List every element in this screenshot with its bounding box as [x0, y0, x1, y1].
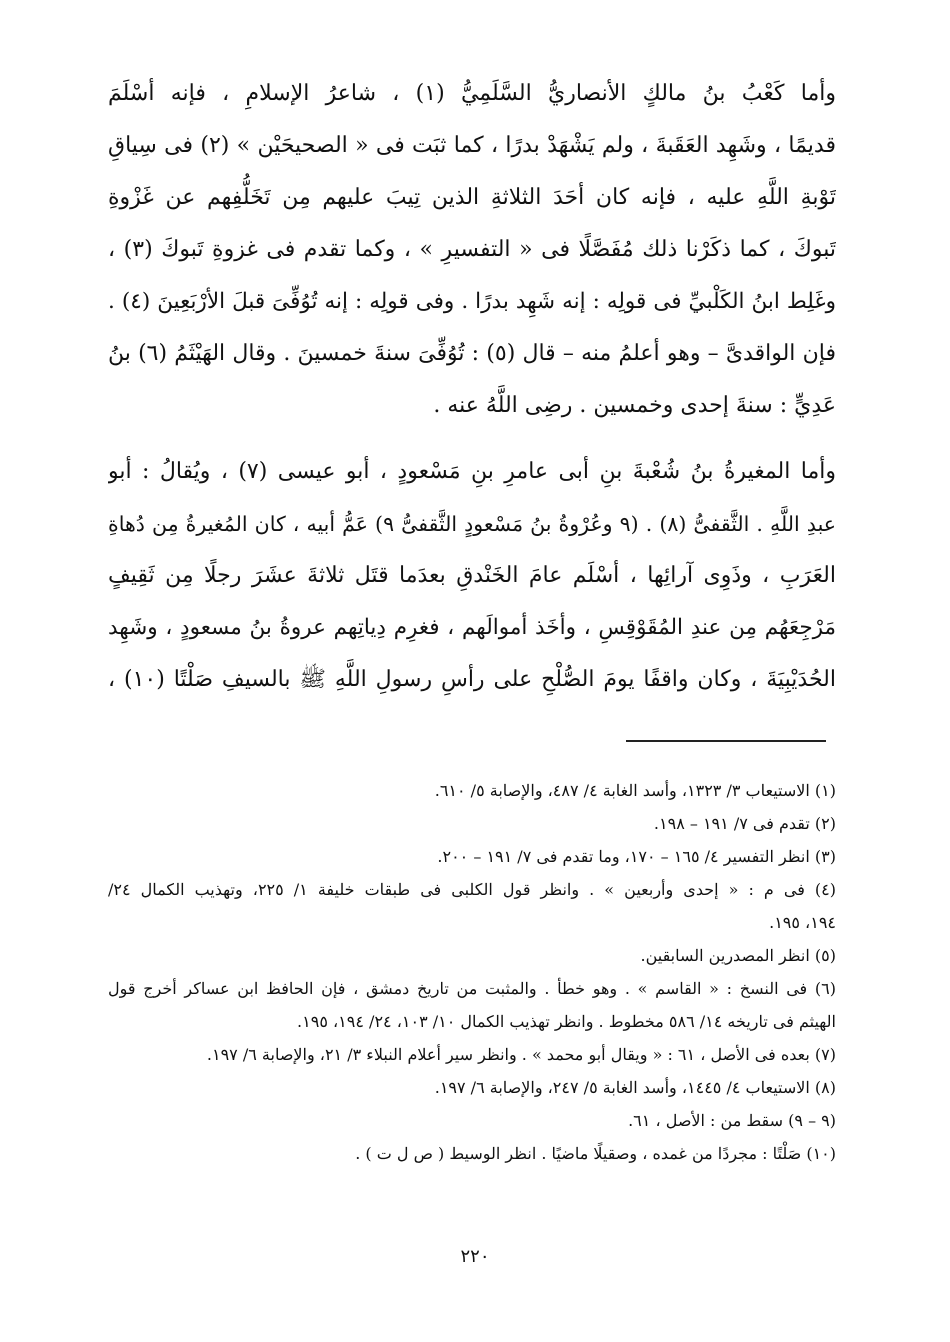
footnote: (٦) فى النسخ : « القاسم » . وهو خطأ . والمثبت من تاريخ دمشق ، فإن الحافظ ابن عساكر أخرج قول	[108, 979, 836, 998]
footnote: (١٠) صَلْتًا : مجردًا من غمده ، وصقيلًا ماضيًا . انظر الوسيط ( ص ل ت ) .	[355, 1144, 836, 1163]
footnote-divider	[626, 740, 826, 742]
body-line: مَرْجِعَهُم مِن عندِ المُقَوْقِسِ ، وأخَذ أموالَهم ، فغرِم دِياتِهم عروةُ بنُ مسعودٍ ، وشَهِد	[108, 615, 836, 640]
body-line: فإن الواقدىَّ – وهو أعلمُ منه – قال (٥) : تُوُفِّىَ سنةَ خمسينَ . وقال الهَيْثَمُ (٦) بنُ	[108, 341, 836, 366]
body-line: وأما المغيرةُ بنُ شُعْبةَ بنِ أبى عامرِ بنِ مَسْعودٍ ، أبو عيسى (٧) ، ويُقالُ : أبو	[108, 459, 836, 484]
body-line: وأما كَعْبُ بنُ مالكٍ الأنصاريُّ السَّلَمِيُّ (١) ، شاعرُ الإسلامِ ، فإنه أسْلَمَ	[108, 81, 836, 106]
footnote: (٧) بعده فى الأصل ، ٦١ : « ويقال أبو محمد » . وانظر سير أعلام النبلاء ٣/ ٢١، والإصابة ٦/ ١٩٧.	[206, 1045, 836, 1064]
body-line: تَوْبةِ اللَّهِ عليه ، فإنه كان أحَدَ الثلاثةِ الذين تِيبَ عليهم مِن تَخَلُّفِهم عن غَزْوةِ	[108, 185, 836, 210]
body-line: وغَلِط ابنُ الكَلْبيِّ فى قولِه : إنه شَهِد بدرًا . وفى قولِه : إنه تُوُفِّىَ قبلَ الأرْبَعِينَ (٤) .	[108, 289, 836, 314]
body-line: عَدِيٍّ : سنةَ إحدى وخمسين . رضِى اللَّهُ عنه .	[433, 393, 836, 418]
body-line: الحُدَيْبِيَةَ ، وكان واقفًا يومَ الصُّلْحِ على رأسِ رسولِ اللَّهِ ﷺ بالسيفِ صَلْتًا (١٠) ،	[108, 667, 836, 692]
footnotes	[108, 774, 836, 1170]
footnote: (٤) فى م : « إحدى وأربعين » . وانظر قول الكلبى فى طبقات خليفة ١/ ٢٢٥، وتهذيب الكمال ٢٤/	[108, 880, 836, 899]
page-number: ٢٢٠	[460, 1246, 490, 1267]
main-text	[108, 68, 836, 706]
footnote: (٣) انظر التفسير ٤/ ١٦٥ – ١٧٠، وما تقدم فى ٧/ ١٩١ – ٢٠٠.	[437, 847, 836, 866]
footnote: (٩ – ٩) سقط من : الأصل ، ٦١.	[628, 1111, 836, 1130]
footnote-continuation: ١٩٤، ١٩٥.	[769, 913, 836, 932]
body-line: عبدِ اللَّهِ . الثَّقفىُّ (٨) . (٩ وعُرْوةُ بنُ مَسْعودٍ الثَّقفىُّ ٩) عَمُّ أبيه ، كان المُغيرةُ مِن دُهاةِ	[108, 512, 836, 536]
footnote: (٥) انظر المصدرين السابقين.	[640, 946, 836, 965]
footnote: (١) الاستيعاب ٣/ ١٣٢٣، وأسد الغابة ٤/ ٤٨٧، والإصابة ٥/ ٦١٠.	[434, 781, 836, 800]
footnote: (٨) الاستيعاب ٤/ ١٤٤٥، وأسد الغابة ٥/ ٢٤٧، والإصابة ٦/ ١٩٧.	[434, 1078, 836, 1097]
body-line: قديمًا ، وشَهِد العَقَبةَ ، ولم يَشْهَدْ بدرًا ، كما ثبَت فى « الصحيحَيْن » (٢) فى سِياقِ	[108, 133, 836, 158]
body-line: العَرَبِ ، وذَوِى آرائِها ، أسْلَم عامَ الخَنْدقِ بعدَما قتَل ثلاثةَ عشَرَ رجلًا مِن ثَقِيفٍ	[108, 563, 836, 588]
body-line: تَبوكَ ، كما ذكَرْنا ذلك مُفَصَّلًا فى « التفسيرِ » ، وكما تقدم فى غزوةِ تَبوكَ (٣) ،	[108, 237, 836, 262]
footnote: (٢) تقدم فى ٧/ ١٩١ – ١٩٨.	[653, 814, 836, 833]
footnote-continuation: الهيثم فى تاريخه ١٤/ ٥٨٦ مخطوط . وانظر تهذيب الكمال ١٠/ ١٠٣، ٢٤/ ١٩٤، ١٩٥.	[297, 1012, 836, 1031]
